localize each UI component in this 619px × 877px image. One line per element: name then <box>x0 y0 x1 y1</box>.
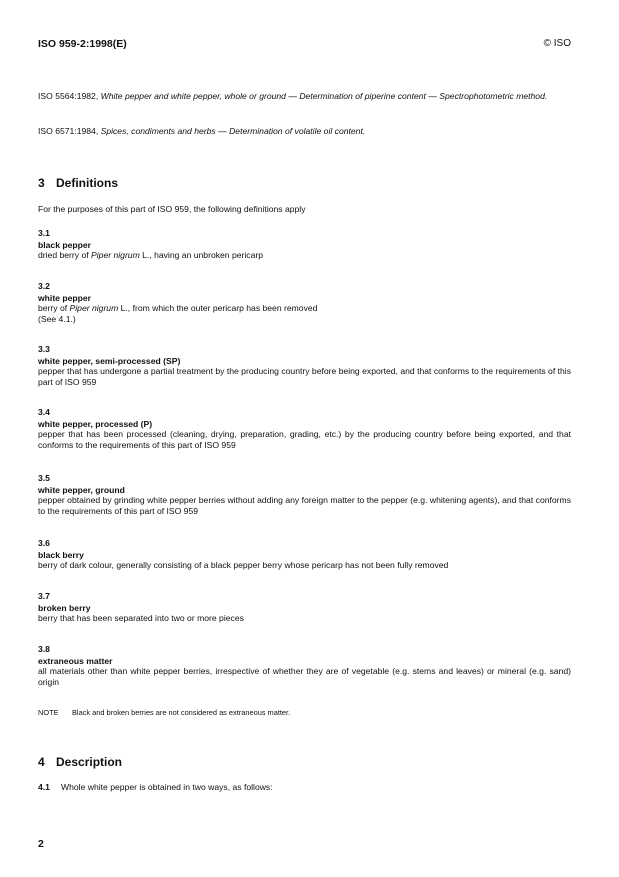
subclause-4-1 <box>38 782 273 792</box>
copyright-mark: © ISO <box>543 38 571 49</box>
subclause-number: 4.1 <box>38 782 50 792</box>
definition-3-3 <box>38 344 571 387</box>
definition-term: black pepper <box>38 239 92 250</box>
definition-3-7 <box>38 591 571 624</box>
page-number: 2 <box>38 838 44 850</box>
reference-title: White pepper and white pepper, whole or ground — Determination of piperine content — Spectrophotometric method. <box>100 91 548 101</box>
definition-number: 3.6 <box>38 538 50 548</box>
definition-term: white pepper, ground <box>38 484 125 495</box>
section-3-intro: For the purposes of this part of ISO 959, the following definitions apply <box>38 204 306 214</box>
section-title: Description <box>56 755 123 769</box>
reference-prefix: ISO 6571:1984, <box>38 126 101 136</box>
reference-iso-5564 <box>38 91 571 102</box>
reference-iso-6571 <box>38 126 571 137</box>
section-number: 4 <box>38 755 45 769</box>
definition-3-2 <box>38 281 571 324</box>
note <box>38 708 290 717</box>
definition-text: berry that has been separated into two or more pieces <box>38 613 244 623</box>
note-text: Black and broken berries are not considered as extraneous matter. <box>72 708 291 717</box>
definition-term: black berry <box>38 549 84 560</box>
section-3-heading <box>38 176 118 190</box>
section-number: 3 <box>38 176 45 190</box>
document-id: ISO 959-2:1998(E) <box>38 38 127 50</box>
definition-number: 3.4 <box>38 407 50 417</box>
definition-number: 3.8 <box>38 644 50 654</box>
definition-text: pepper that has undergone a partial treatment by the producing country before being exported, and that conforms to the requirements of this part of ISO 959 <box>38 366 571 387</box>
definition-number: 3.7 <box>38 591 50 601</box>
definition-text: dried berry of Piper nigrum L., having an unbroken pericarp <box>38 250 264 260</box>
definition-3-8 <box>38 644 571 687</box>
reference-prefix: ISO 5564:1982, <box>38 91 101 101</box>
definition-3-6 <box>38 538 571 571</box>
subclause-text: Whole white pepper is obtained in two ways, as follows: <box>61 782 273 792</box>
definition-number: 3.1 <box>38 228 50 238</box>
definition-see-also: (See 4.1.) <box>38 313 76 324</box>
definition-term: white pepper <box>38 292 92 303</box>
definition-text: berry of Piper nigrum L., from which the outer pericarp has been removed <box>38 303 318 313</box>
reference-title: Spices, condiments and herbs — Determination of volatile oil content. <box>100 126 366 136</box>
definition-number: 3.2 <box>38 281 50 291</box>
note-label: NOTE <box>38 708 59 717</box>
definition-3-5 <box>38 473 571 516</box>
definition-text: pepper that has been processed (cleaning, drying, preparation, grading, etc.) by the producing country before being exported, and that conforms to the requirements of this part of ISO 959 <box>38 429 571 450</box>
definition-text: pepper obtained by grinding white pepper berries without adding any foreign matter to the pepper (e.g. whitening agents), and that conforms to the requirements of this part of ISO 959 <box>38 495 571 516</box>
definition-3-1 <box>38 228 571 261</box>
definition-number: 3.3 <box>38 344 50 354</box>
definition-term: broken berry <box>38 602 91 613</box>
definition-text: all materials other than white pepper berries, irrespective of whether they are of vegetable (e.g. stems and leaves) or mineral (e.g. sand) origin <box>38 666 571 687</box>
definition-number: 3.5 <box>38 473 50 483</box>
definition-term: extraneous matter <box>38 655 113 666</box>
section-4-heading <box>38 755 122 769</box>
definition-3-4 <box>38 407 571 450</box>
definition-term: white pepper, processed (P) <box>38 418 153 429</box>
definition-term: white pepper, semi-processed (SP) <box>38 355 181 366</box>
definition-text: berry of dark colour, generally consisting of a black pepper berry whose pericarp has not been fully removed <box>38 560 449 570</box>
section-title: Definitions <box>56 176 118 190</box>
